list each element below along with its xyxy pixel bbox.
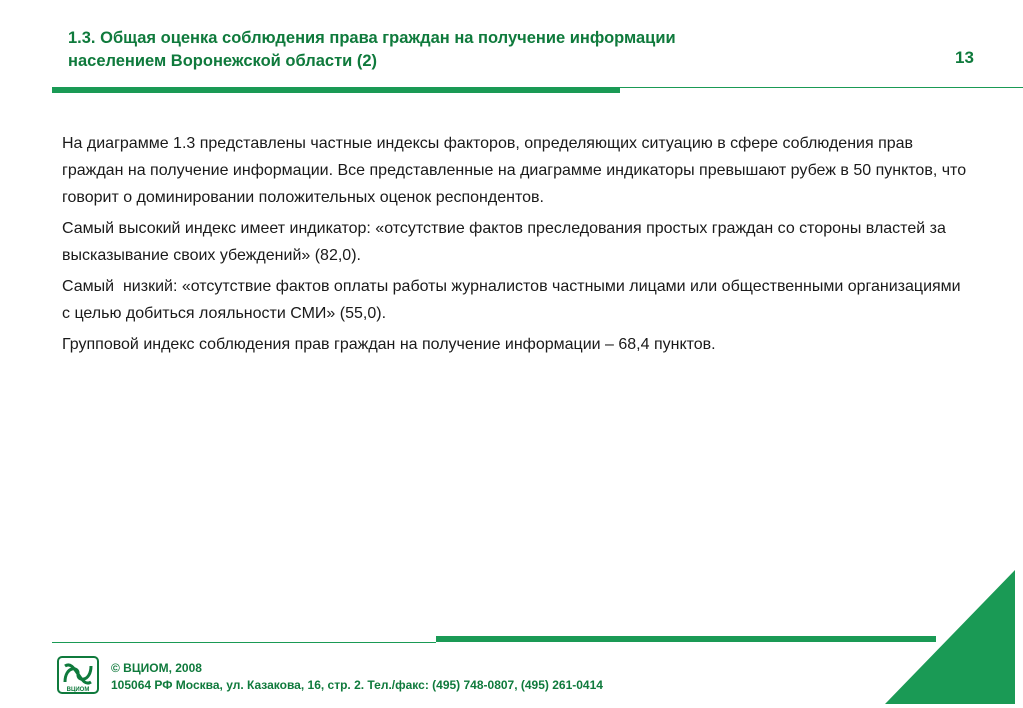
footer (111, 660, 603, 694)
title-line-2: населением Воронежской области (2) (68, 52, 378, 70)
footer-divider-thick (436, 636, 936, 642)
logo-text: ВЦИОМ (66, 687, 90, 693)
footer-address: 105064 РФ Москва, ул. Казакова, 16, стр. 2. Тел./факс: (495) 748-0807, (495) 261-0414 (111, 678, 603, 692)
paragraph-4: Групповой индекс соблюдения прав граждан на получение информации – 68,4 пунктов. (62, 336, 716, 353)
paragraph-1: На диаграмме 1.3 представлены частные индексы факторов, определяющих ситуацию в сфере соблюдения прав граждан на получение информации. Все представленные на диаграмме индикаторы превышают рубеж в 50 пунктов, что говорит о доминировании положительных оценок респондентов. (62, 135, 971, 206)
footer-copyright: © ВЦИОМ, 2008 (111, 661, 202, 675)
paragraph-3: Самый низкий: «отсутствие фактов оплаты работы журналистов частными лицами или общественными организациями с целью добиться лояльности СМИ» (55,0). (62, 278, 966, 322)
paragraph-2: Самый высокий индекс имеет индикатор: «отсутствие фактов преследования простых граждан со стороны властей за высказывание своих убеждений» (82,0). (62, 220, 951, 264)
title-line-1: 1.3. Общая оценка соблюдения права граждан на получение информации (68, 29, 676, 47)
footer-divider-thin (52, 642, 436, 643)
page-number: 13 (955, 48, 974, 67)
vciom-logo-icon (57, 656, 99, 694)
